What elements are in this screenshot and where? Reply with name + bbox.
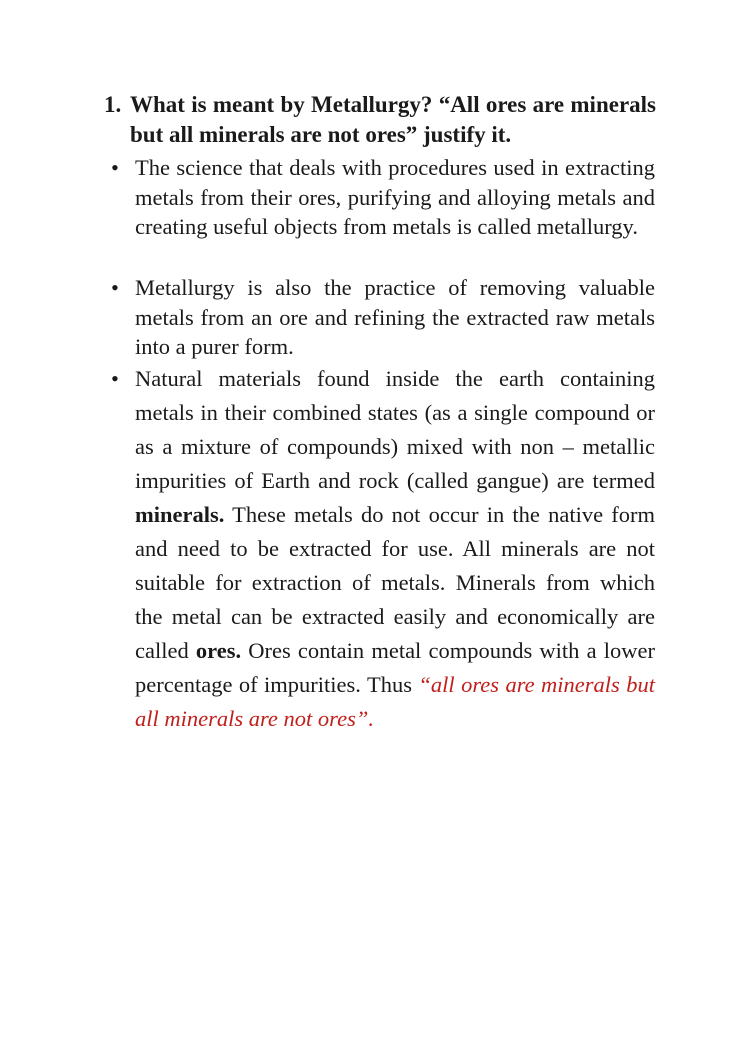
quote-close-mark: ”.	[355, 706, 374, 731]
question-number: 1.	[104, 92, 122, 117]
text-segment: These metals do not occur in the native form and need to be extracted for use. All minerals are not suitable for extraction of metals. Minerals from which the metal can be extracted easily and economically are called	[135, 502, 655, 663]
bullet-item-minerals-ores	[110, 362, 655, 736]
text-segment: Natural materials found inside the earth containing metals in their combined states (as a single compound or as a mixture of compounds) mixed with non – metallic impurities of Earth and rock (called gangue) are termed	[135, 366, 655, 493]
quote-open-mark: “	[418, 672, 431, 697]
bullet-icon: •	[111, 155, 119, 180]
bullet-icon: •	[111, 275, 119, 300]
bullet-item-practice	[110, 273, 655, 362]
question-heading	[104, 90, 656, 150]
term-ores: ores.	[195, 638, 242, 663]
question-text: What is meant by Metallurgy? “All ores are minerals but all minerals are not ores” justify it.	[130, 92, 656, 147]
bullet-item-definition	[110, 153, 655, 242]
term-minerals: minerals.	[135, 502, 225, 527]
bullet-text	[135, 362, 655, 736]
bullet-text: Metallurgy is also the practice of removing valuable metals from an ore and refining the extracted raw metals into a purer form.	[135, 275, 655, 359]
bullet-text: The science that deals with procedures used in extracting metals from their ores, purifying and alloying metals and creating useful objects from metals is called metallurgy.	[135, 155, 655, 239]
bullet-icon: •	[111, 366, 119, 391]
text-segment: Ores contain metal compounds with a lower percentage of impurities. Thus	[135, 638, 655, 697]
highlighted-quote: all ores are minerals but all minerals are not ores	[135, 672, 655, 731]
